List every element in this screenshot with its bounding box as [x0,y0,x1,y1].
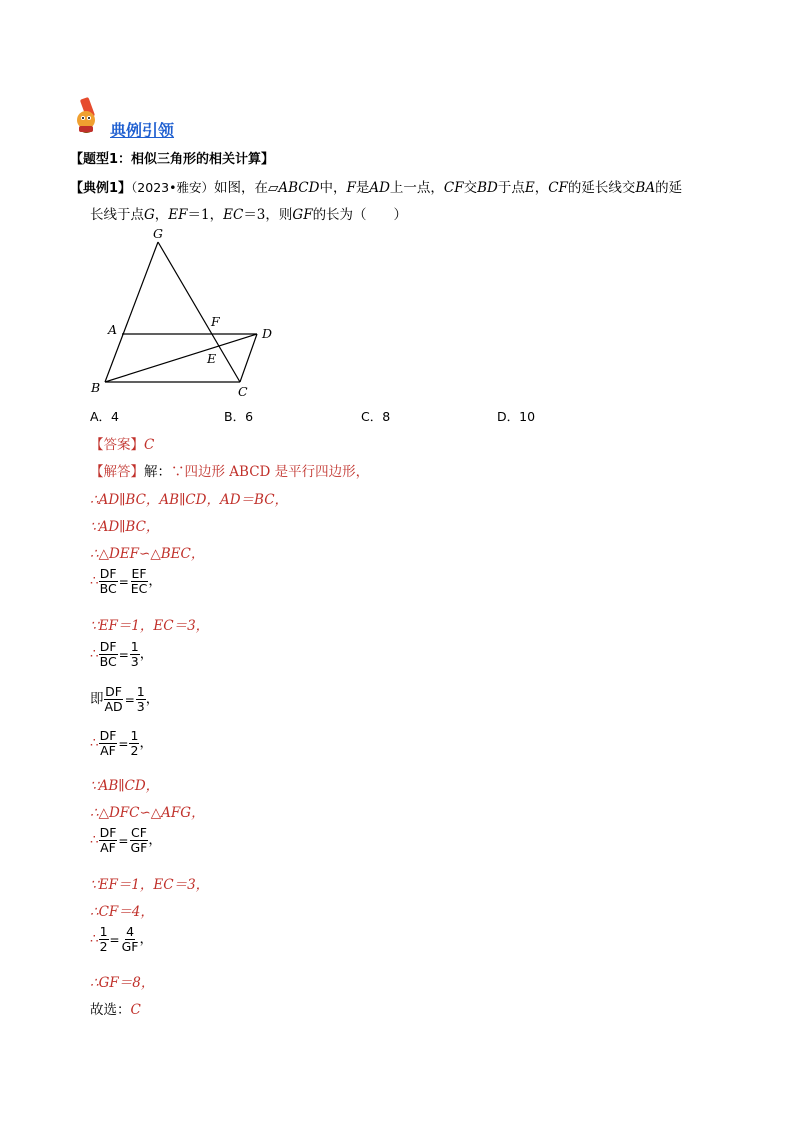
fraction-numerator: 1 [130,639,139,654]
final-choice-prefix: 故选： [90,1002,131,1018]
problem-text: 上一点， [389,180,444,196]
problem-text: 长线于点 [90,207,144,223]
label-B: B [91,380,101,395]
label-C: C [238,384,248,399]
problem-math: BD [477,180,498,196]
solution-line-1 [90,460,369,480]
problem-math: CF [443,180,464,196]
step-prefix: ∴ [90,646,99,662]
problem-math: EF [168,207,188,223]
solution-fraction-step [90,685,159,714]
label-E: E [207,351,217,366]
label-G: G [153,226,163,241]
label-F: F [211,314,220,329]
fraction-denominator: BC [99,581,117,596]
problem-text: 中， [319,180,347,196]
problem-math: E [524,180,535,196]
section-heading: 典例引领 [110,121,175,140]
fraction-numerator: DF [99,825,117,840]
solution-fraction-step [90,729,153,758]
problem-text: 的延 [655,180,683,196]
problem-math: BA [635,180,656,196]
segment-GB [105,242,158,382]
fraction-denominator: AF [100,840,116,855]
fraction-numerator: 4 [126,924,135,939]
solution-step: ∵AD∥BC， [90,519,160,535]
fraction-numerator: DF [99,639,117,654]
problem-text: ＝3，则 [243,207,293,223]
geometry-figure [80,222,290,402]
step-suffix: ， [139,735,153,751]
fraction-numerator: CF [130,825,147,840]
problem-source: （2023•雅安） [131,180,214,195]
equals-sign: = [118,736,129,751]
problem-math: G [144,207,155,223]
solution-step: ∵AB∥CD， [90,778,160,794]
segment-DC [240,334,257,382]
option-c: C．8 [361,409,391,424]
solution-step: ∴△DEF∽△BEC， [90,546,205,562]
problem-text: 是 [355,180,370,196]
fraction-denominator: GF [130,840,148,855]
fraction-denominator: 3 [130,654,139,669]
equals-sign: = [109,932,120,947]
solution-step: ∵EF＝1，EC＝3， [90,877,210,893]
problem-line-2 [90,203,407,223]
step-suffix: ， [145,691,160,707]
solution-final [90,998,141,1018]
problem-text: ＝1， [187,207,224,223]
fraction-denominator: 3 [136,699,145,714]
fraction-numerator: EF [131,566,147,581]
step-prefix: ∴ [90,735,99,751]
problem-math: ▱ABCD [267,180,320,196]
problem-text: 交 [463,180,478,196]
step-suffix: ， [139,931,153,947]
step-suffix: ， [148,832,162,848]
answer-value: C [144,437,155,453]
fraction-numerator: DF [99,566,117,581]
problem-math: CF [548,180,568,196]
segment-BD [105,334,257,382]
problem-text: 于点 [497,180,525,196]
fraction-denominator: 2 [99,939,108,954]
fraction-numerator: 1 [136,684,145,699]
problem-text: ， [154,207,169,223]
option-a: A．4 [90,409,120,424]
solution-fraction-step [90,640,153,669]
solution-step: ∴GF＝8， [90,975,155,991]
solution-intro: 解： [144,464,171,480]
fraction-denominator: AF [100,743,116,758]
fraction-denominator: BC [99,654,117,669]
label-D: D [262,326,273,341]
fraction-denominator: GF [121,939,139,954]
solution-fraction-step [90,826,162,855]
problem-math: EC [223,207,244,223]
answer-line [90,433,154,453]
problem-math: F [346,180,356,196]
solution-tag: 【解答】 [90,464,144,480]
option-b: B．6 [224,409,254,424]
equals-sign: = [124,692,135,707]
step-suffix: ， [148,573,162,589]
equals-sign: = [118,647,129,662]
step-prefix: ∴ [90,931,99,947]
solution-step: ∵四边形 ABCD 是平行四边形， [171,464,370,480]
fraction-denominator: EC [130,581,148,596]
problem-line-1 [70,176,682,196]
equals-sign: = [118,574,129,589]
answer-tag: 【答案】 [90,437,144,453]
option-d: D．10 [497,409,536,424]
step-prefix: 即 [90,691,104,707]
problem-math: GF [292,207,313,223]
step-prefix: ∴ [90,832,99,848]
equals-sign: = [118,833,129,848]
problem-math: AD [369,180,390,196]
step-suffix: ， [139,646,154,662]
solution-step: ∴△DFC∽△AFG， [90,805,205,821]
fraction-numerator: 1 [99,924,108,939]
problem-text: 的长为（ ） [312,207,408,223]
solution-step: ∴CF＝4， [90,904,154,920]
question-type-title: 【题型1：相似三角形的相关计算】 [70,152,275,167]
problem-tag: 【典例1】 [70,181,132,196]
problem-text: ， [534,180,549,196]
solution-step: ∴AD∥BC，AB∥CD，AD＝BC， [90,492,289,508]
solution-step: ∵EF＝1，EC＝3， [90,618,210,634]
label-A: A [108,322,118,337]
solution-fraction-step [90,925,153,954]
problem-text: 如图，在 [213,180,268,196]
pencil-mascot-icon [70,96,104,136]
step-prefix: ∴ [90,573,99,589]
final-choice-value: C [130,1002,141,1018]
fraction-numerator: DF [99,728,117,743]
fraction-denominator: 2 [130,743,139,758]
fraction-numerator: 1 [130,728,139,743]
solution-fraction-step [90,567,162,596]
fraction-numerator: DF [105,684,122,699]
fraction-denominator: AD [104,699,123,714]
problem-text: 的延长线交 [567,180,636,196]
